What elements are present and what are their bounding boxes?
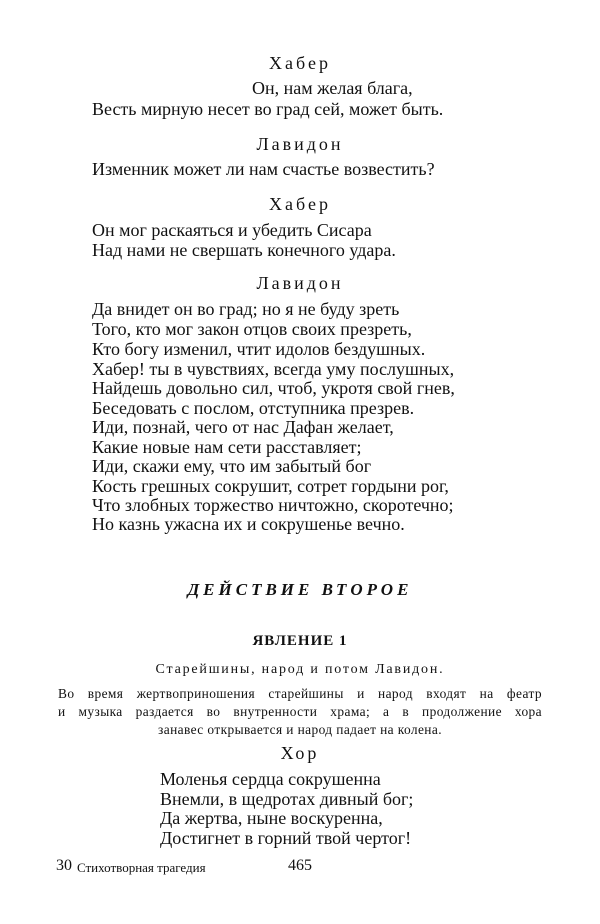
signature-title: Стихотворная трагедия [77, 860, 206, 875]
cast-line: Старейшины, народ и потом Лавидон. [155, 662, 445, 677]
verse-line: Иди, скажи ему, что им забытый бог [92, 456, 372, 476]
stage-direction-line: и музыка раздается во внутренности храма; а в продолжение хора [58, 704, 542, 719]
speaker-name: Хабер [269, 194, 331, 214]
chorus-line: Внемли, в щедротах дивный бог; [160, 789, 414, 809]
verse-line: Кто богу изменил, чтит идолов бездушных. [92, 339, 426, 359]
verse-line: Хабер! ты в чувствиях, всегда уму послушных, [92, 359, 455, 379]
verse-line: Беседовать с послом, отступника презрев. [92, 398, 415, 418]
verse-line: Но казнь ужасна их и сокрушенье вечно. [92, 514, 405, 534]
verse-line: Весть мирную несет во град сей, может быть. [92, 99, 444, 119]
chorus-line: Да жертва, ныне воскуренна, [160, 808, 383, 828]
page-number: 465 [288, 857, 312, 874]
speaker-name: Лавидон [256, 134, 344, 154]
verse-line: Да внидет он во град; но я не буду зреть [92, 299, 400, 319]
verse-line: Найдешь довольно сил, чтоб, укротя свой гнев, [92, 378, 455, 398]
speaker-name: Лавидон [256, 273, 344, 293]
act-title: ДЕЙСТВИЕ ВТОРОЕ [187, 580, 413, 599]
verse-line: Какие новые нам сети расставляет; [92, 437, 362, 457]
verse-line: Кость грешных сокрушит, сотрет гордыни рог, [92, 476, 449, 496]
chorus-line: Моленья сердца сокрушенна [160, 769, 381, 789]
verse-line: Он мог раскаяться и убедить Сисара [92, 220, 372, 240]
verse-line: Над нами не свершать конечного удара. [92, 240, 396, 260]
scene-title: ЯВЛЕНИЕ 1 [252, 633, 348, 649]
chorus-line: Достигнет в горний твой чертог! [160, 828, 412, 848]
verse-line: Того, кто мог закон отцов своих презреть, [92, 319, 412, 339]
signature-number: 30 [56, 857, 72, 874]
stage-direction-line: занавес открывается и народ падает на колена. [158, 722, 442, 737]
verse-line: Иди, познай, чего от нас Дафан желает, [92, 417, 394, 437]
stage-direction [58, 685, 542, 739]
verse-line: Что злобных торжество ничтожно, скоротечно; [92, 495, 454, 515]
stage-direction-line: Во время жертвоприношения старейшины и народ входят на феатр [58, 686, 542, 701]
verse-line: Изменник может ли нам счастье возвестить? [92, 159, 435, 179]
speaker-name: Хабер [269, 53, 331, 73]
chorus-speaker: Хор [280, 743, 320, 763]
verse-line: Он, нам желая блага, [252, 78, 413, 98]
